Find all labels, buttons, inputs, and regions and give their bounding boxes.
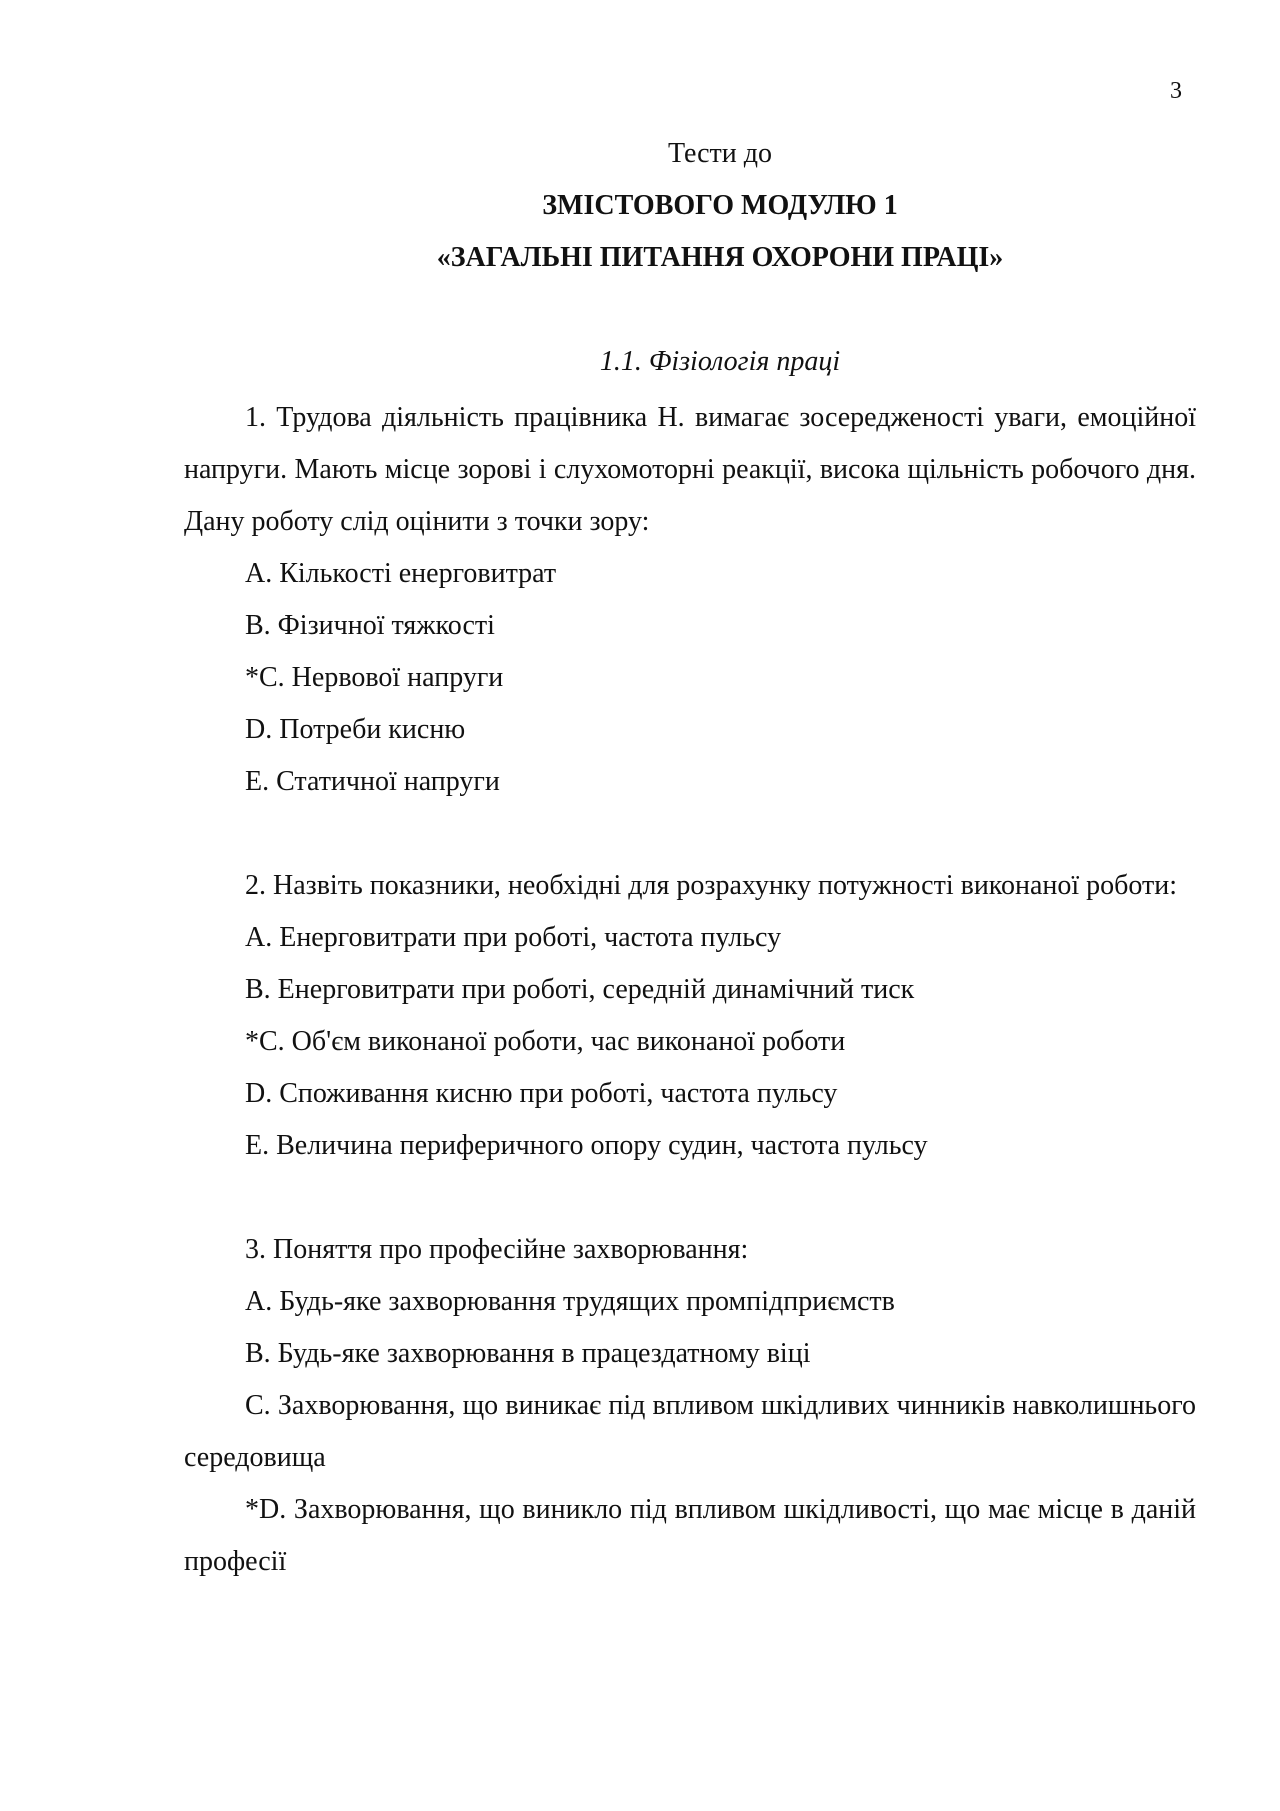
questions-list: [184, 392, 1196, 1588]
question-1-option-a: А. Кількості енерговитрат: [245, 558, 557, 589]
question-2-option-a: А. Енерговитрати при роботі, частота пульсу: [245, 922, 782, 953]
question-1-option-e: Е. Статичної напруги: [245, 766, 500, 797]
question-1-text: 1. Трудова діяльність працівника Н. вимагає зосередженості уваги, емоційної напруги. Мають місце зорові і слухомоторні реакції, висока щільність робочого дня. Дану роботу слід оцінити з точки зору:: [184, 402, 1196, 537]
header-module-title: ЗМІСТОВОГО МОДУЛЮ 1: [542, 190, 898, 221]
question-2-text: 2. Назвіть показники, необхідні для розрахунку потужності виконаної роботи:: [245, 870, 1178, 901]
question-3-option-a: А. Будь-яке захворювання трудящих промпідприємств: [245, 1286, 895, 1317]
question-2-option-e: Е. Величина периферичного опору судин, частота пульсу: [245, 1130, 928, 1161]
section-title: 1.1. Фізіологія праці: [599, 346, 841, 377]
question-2-option-d: D. Споживання кисню при роботі, частота пульсу: [245, 1078, 838, 1109]
question-2-option-c: *С. Об'єм виконаної роботи, час виконаної роботи: [245, 1026, 846, 1057]
spacer: [184, 808, 1196, 860]
question-1-option-d: D. Потреби кисню: [245, 714, 466, 745]
page-number: 3: [1170, 78, 1182, 104]
question-1-option-b: В. Фізичної тяжкості: [245, 610, 495, 641]
question-2-option-b: В. Енерговитрати при роботі, середній динамічний тиск: [245, 974, 915, 1005]
question-3-option-c: С. Захворювання, що виникає під впливом шкідливих чинників навколишнього середовища: [184, 1390, 1196, 1473]
question-3-text: 3. Поняття про професійне захворювання:: [245, 1234, 749, 1265]
question-3-option-b: В. Будь-яке захворювання в працездатному віці: [245, 1338, 811, 1369]
question-3-option-d: *D. Захворювання, що виникло під впливом шкідливості, що має місце в даній професії: [184, 1494, 1196, 1577]
header-line-1: Тести до: [667, 138, 773, 169]
question-1-option-c: *С. Нервової напруги: [245, 662, 504, 693]
spacer: [184, 1172, 1196, 1224]
header-module-subtitle: «ЗАГАЛЬНІ ПИТАННЯ ОХОРОНИ ПРАЦІ»: [436, 242, 1004, 273]
